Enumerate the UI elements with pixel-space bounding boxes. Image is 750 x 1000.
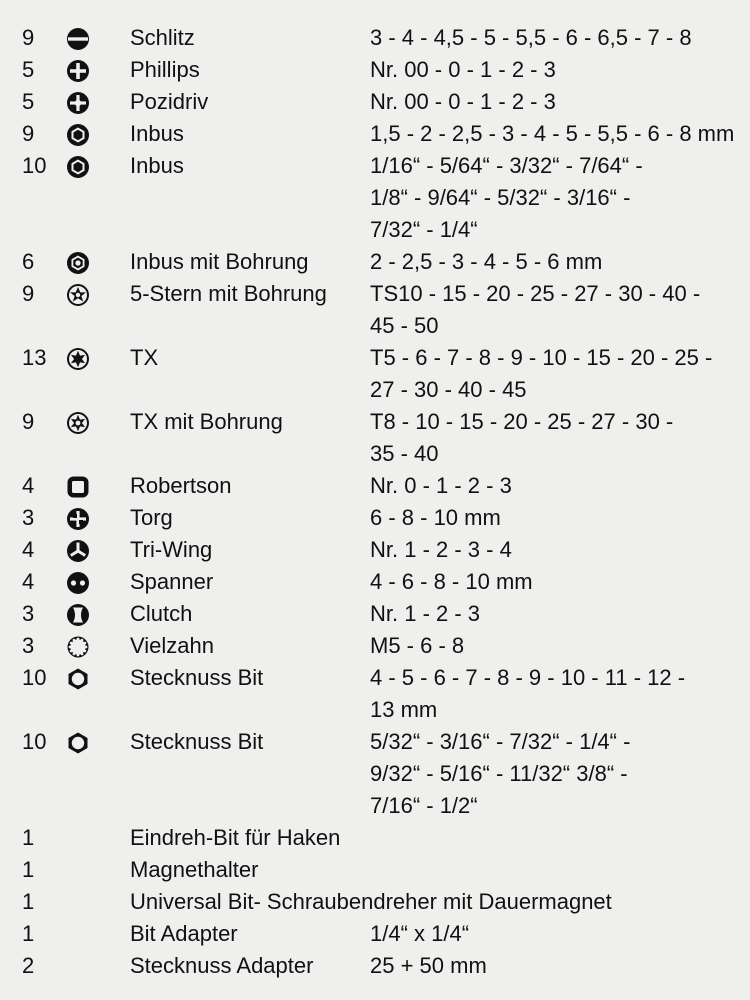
row-sizes-line: 7/32“ - 1/4“: [370, 217, 478, 242]
row-bit-type: Robertson: [130, 473, 232, 498]
spanner-icon: [66, 571, 90, 595]
row-sizes-line: Nr. 00 - 0 - 1 - 2 - 3: [370, 57, 556, 82]
table-row: [0, 854, 750, 886]
row-sizes-line: 27 - 30 - 40 - 45: [370, 377, 527, 402]
table-row: [0, 278, 750, 342]
row-sizes-line: T8 - 10 - 15 - 20 - 25 - 27 - 30 -: [370, 409, 674, 434]
table-row: [0, 822, 750, 854]
table-row: [0, 342, 750, 406]
row-sizes-line: 13 mm: [370, 697, 438, 722]
spline-icon: [66, 635, 90, 659]
row-sizes: [370, 470, 745, 502]
row-sizes-line: 7/16“ - 1/2“: [370, 793, 478, 818]
table-row: [0, 950, 750, 982]
row-sizes-line: 3 - 4 - 4,5 - 5 - 5,5 - 6 - 6,5 - 7 - 8: [370, 25, 692, 50]
table-row: [0, 54, 750, 86]
row-sizes: [370, 150, 745, 246]
row-bit-type: Spanner: [130, 569, 214, 594]
row-sizes-line: 4 - 6 - 8 - 10 mm: [370, 569, 533, 594]
row-quantity: 6: [22, 249, 35, 274]
row-sizes-line: 1/4“ x 1/4“: [370, 921, 470, 946]
table-row: [0, 566, 750, 598]
row-sizes: [370, 630, 745, 662]
torq-icon: [66, 507, 90, 531]
row-sizes: [370, 54, 745, 86]
row-sizes: [370, 406, 745, 470]
row-sizes-line: 1/8“ - 9/64“ - 5/32“ - 3/16“ -: [370, 185, 631, 210]
row-sizes-line: 2 - 2,5 - 3 - 4 - 5 - 6 mm: [370, 249, 603, 274]
row-sizes-line: 25 + 50 mm: [370, 953, 487, 978]
row-sizes: [370, 534, 745, 566]
row-bit-type: Inbus mit Bohrung: [130, 249, 309, 274]
hex-hole-icon: [66, 251, 90, 275]
row-quantity: 3: [22, 633, 35, 658]
row-bit-type: Bit Adapter: [130, 921, 238, 946]
slotted-icon: [66, 27, 90, 51]
row-quantity: 4: [22, 569, 35, 594]
five-star-hole-icon: [66, 283, 90, 307]
phillips-icon: [66, 59, 90, 83]
row-sizes-line: M5 - 6 - 8: [370, 633, 465, 658]
torx-icon: [66, 347, 90, 371]
row-sizes-line: 9/32“ - 5/16“ - 11/32“ 3/8“ -: [370, 761, 628, 786]
row-quantity: 3: [22, 601, 35, 626]
table-row: [0, 22, 750, 54]
table-row: [0, 86, 750, 118]
row-bit-type: Stecknuss Adapter: [130, 953, 314, 978]
row-sizes: [370, 598, 745, 630]
row-sizes: [370, 22, 745, 54]
table-row: [0, 886, 750, 918]
pozidriv-icon: [66, 91, 90, 115]
row-quantity: 4: [22, 473, 35, 498]
row-quantity: 2: [22, 953, 35, 978]
row-sizes: [370, 502, 745, 534]
row-quantity: 5: [22, 89, 35, 114]
row-sizes-line: 45 - 50: [370, 313, 439, 338]
row-bit-type: Vielzahn: [130, 633, 214, 658]
row-bit-type: Inbus: [130, 121, 184, 146]
row-bit-type: Stecknuss Bit: [130, 665, 264, 690]
hex-icon: [66, 155, 90, 179]
row-sizes: [370, 950, 745, 982]
table-row: [0, 662, 750, 726]
row-quantity: 9: [22, 281, 35, 306]
hex-socket-icon: [66, 731, 90, 755]
row-sizes-line: TS10 - 15 - 20 - 25 - 27 - 30 - 40 -: [370, 281, 701, 306]
row-sizes: [370, 662, 745, 726]
table-row: [0, 630, 750, 662]
table-row: [0, 598, 750, 630]
row-bit-type: Phillips: [130, 57, 200, 82]
row-bit-type: TX: [130, 345, 159, 370]
row-sizes-line: 4 - 5 - 6 - 7 - 8 - 9 - 10 - 11 - 12 -: [370, 665, 686, 690]
row-bit-type: Pozidriv: [130, 89, 209, 114]
row-sizes: [370, 918, 745, 950]
row-bit-type: Stecknuss Bit: [130, 729, 264, 754]
row-quantity: 10: [22, 153, 47, 178]
table-row: [0, 918, 750, 950]
row-bit-type: Eindreh-Bit für Haken: [130, 825, 341, 850]
row-sizes-line: 1,5 - 2 - 2,5 - 3 - 4 - 5 - 5,5 - 6 - 8 mm: [370, 121, 735, 146]
table-row: [0, 726, 750, 822]
row-quantity: 4: [22, 537, 35, 562]
row-sizes-line: 6 - 8 - 10 mm: [370, 505, 501, 530]
row-bit-type: Universal Bit- Schraubendreher mit Dauermagnet: [130, 889, 612, 914]
row-sizes: [370, 246, 745, 278]
table-row: [0, 246, 750, 278]
row-quantity: 3: [22, 505, 35, 530]
row-quantity: 1: [22, 921, 35, 946]
table-row: [0, 118, 750, 150]
row-quantity: 9: [22, 409, 35, 434]
row-sizes-line: Nr. 0 - 1 - 2 - 3: [370, 473, 512, 498]
clutch-icon: [66, 603, 90, 627]
row-bit-type: Magnethalter: [130, 857, 259, 882]
row-quantity: 5: [22, 57, 35, 82]
row-sizes-line: 1/16“ - 5/64“ - 3/32“ - 7/64“ -: [370, 153, 643, 178]
row-bit-type: Schlitz: [130, 25, 195, 50]
row-quantity: 9: [22, 121, 35, 146]
row-bit-type: Torg: [130, 505, 173, 530]
row-sizes: [370, 278, 745, 342]
row-quantity: 13: [22, 345, 47, 370]
row-sizes-line: T5 - 6 - 7 - 8 - 9 - 10 - 15 - 20 - 25 -: [370, 345, 713, 370]
robertson-icon: [66, 475, 90, 499]
row-quantity: 9: [22, 25, 35, 50]
row-sizes-line: 5/32“ - 3/16“ - 7/32“ - 1/4“ -: [370, 729, 631, 754]
table-row: [0, 406, 750, 470]
row-sizes: [370, 342, 745, 406]
row-bit-type: Inbus: [130, 153, 184, 178]
row-quantity: 1: [22, 857, 35, 882]
row-sizes-line: 35 - 40: [370, 441, 439, 466]
row-quantity: 1: [22, 825, 35, 850]
tri-wing-icon: [66, 539, 90, 563]
torx-hole-icon: [66, 411, 90, 435]
row-bit-type: Tri-Wing: [130, 537, 213, 562]
row-sizes-line: Nr. 00 - 0 - 1 - 2 - 3: [370, 89, 556, 114]
table-row: [0, 502, 750, 534]
row-bit-type: Clutch: [130, 601, 193, 626]
hex-icon: [66, 123, 90, 147]
row-quantity: 1: [22, 889, 35, 914]
row-quantity: 10: [22, 665, 47, 690]
row-sizes: [370, 566, 745, 598]
table-row: [0, 534, 750, 566]
table-row: [0, 150, 750, 246]
hex-socket-icon: [66, 667, 90, 691]
row-sizes-line: Nr. 1 - 2 - 3 - 4: [370, 537, 512, 562]
table-row: [0, 470, 750, 502]
row-bit-type: 5-Stern mit Bohrung: [130, 281, 327, 306]
row-sizes: [370, 118, 745, 150]
row-quantity: 10: [22, 729, 47, 754]
row-bit-type: TX mit Bohrung: [130, 409, 283, 434]
row-sizes-line: Nr. 1 - 2 - 3: [370, 601, 481, 626]
row-sizes: [370, 86, 745, 118]
row-sizes: [370, 726, 745, 822]
